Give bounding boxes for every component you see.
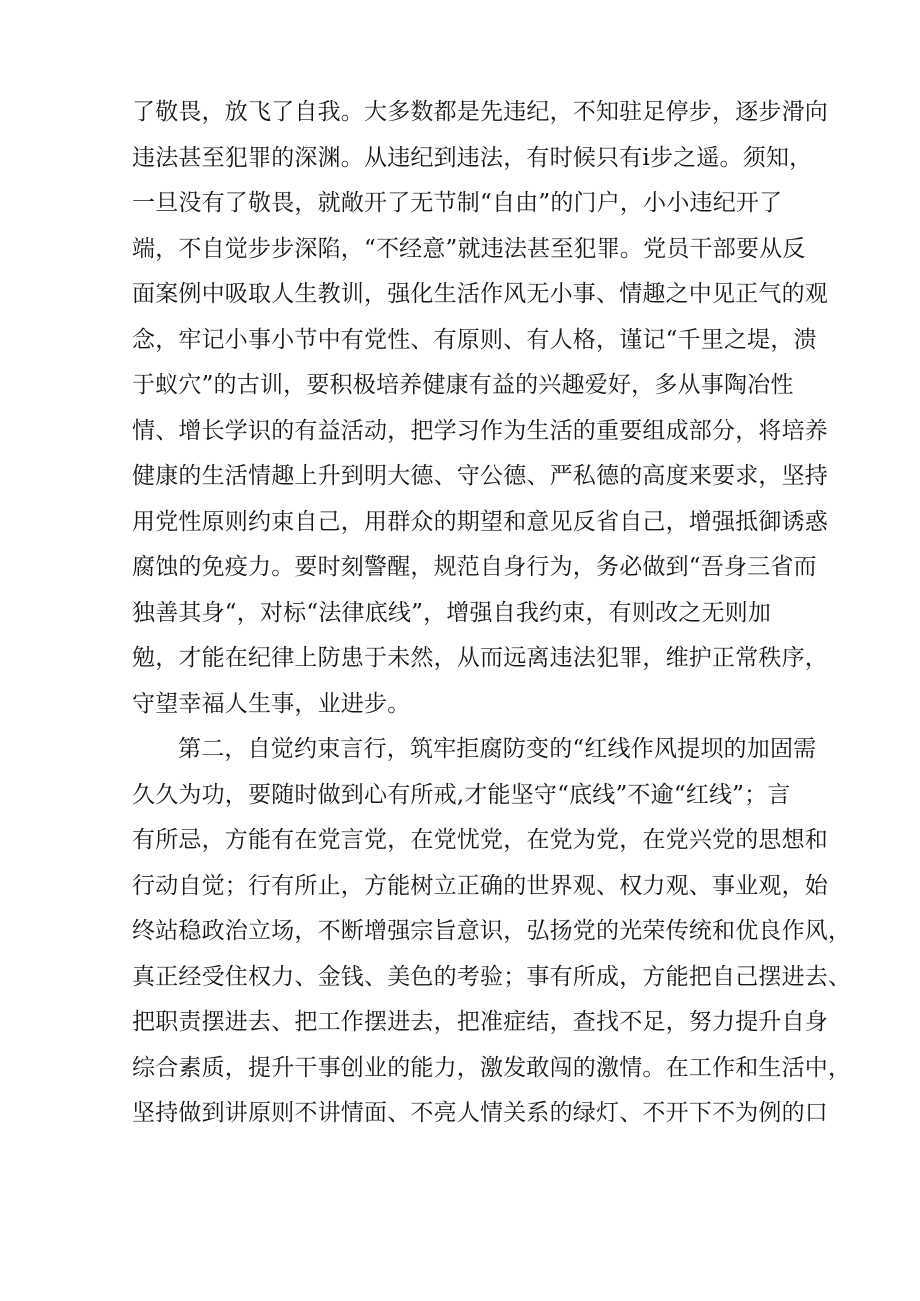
text-line: 于蚁穴”的古训，要积极培养健康有益的兴趣爱好，多从事陶冶性 — [132, 372, 794, 398]
text-line: 真正经受住权力、金钱、美色的考验；事有所成，方能把自己摆进去、 — [132, 963, 852, 990]
text-line: 端，不自觉步步深陷，“不经意”就违法甚至犯罪。党员干部要从反 — [132, 235, 806, 262]
text-line: 守望幸福人生事，业进步。 — [132, 690, 411, 717]
text-line: 综合素质，提升干事创业的能力，激发敢闯的激情。在工作和生活中， — [132, 1054, 852, 1081]
paragraph-start-line: 第二，自觉约束言行，筑牢拒腐防变的“红线作风提坝的加固需 — [178, 736, 817, 762]
text-line: 情、增长学识的有益活动，把学习作为生活的重要组成部分，将培养 — [132, 417, 828, 444]
body-text — [132, 90, 852, 1137]
text-line: 把职责摆进去、把工作摆进去，把准症结，查找不足，努力提升自身 — [132, 1009, 828, 1035]
text-line: 终站稳政治立场，不断增强宗旨意识，弘扬党的光荣传统和优良作风， — [132, 918, 852, 944]
text-line: 有所忌，方能有在党言党，在党忧党，在党为党，在党兴党的思想和 — [132, 827, 828, 853]
text-line: 违法甚至犯罪的深渊。从违纪到违法，有时候只有i步之遥。须知， — [132, 144, 813, 171]
text-line: 独善其身“，对标“法律底线”，增强自我约束，有则改之无则加 — [132, 599, 772, 626]
text-line: 久久为功，要随时做到心有所戒,才能坚守“底线”不逾“红线”；言 — [132, 781, 791, 808]
text-line: 健康的生活情趣上升到明大德、守公德、严私德的高度来要求，坚持 — [132, 463, 828, 489]
text-line: 勉，才能在纪律上防患于未然，从而远离违法犯罪，维护正常秩序， — [132, 645, 828, 671]
text-line: 腐蚀的免疫力。要时刻警醒，规范自身行为，务必做到“吾身三省而 — [132, 554, 817, 580]
text-line: 用党性原则约束自己，用群众的期望和意见反省自己，增强抵御诱惑 — [132, 508, 828, 535]
text-line: 一旦没有了敬畏，就敞开了无节制“自由”的门户，小小违纪开了 — [132, 190, 783, 216]
text-line: 了敬畏，放飞了自我。大多数都是先违纪，不知驻足停步，逐步滑向 — [132, 99, 828, 125]
text-line: 坚持做到讲原则不讲情面、不亮人情关系的绿灯、不开下不为例的口 — [132, 1100, 828, 1126]
text-line: 面案例中吸取人生教训，强化生活作风无小事、情趣之中见正气的观 — [132, 281, 828, 307]
text-line: 念，牢记小事小节中有党性、有原则、有人格，谨记“千里之堤，溃 — [132, 326, 817, 353]
text-line: 行动自觉；行有所止，方能树立正确的世界观、权力观、事业观，始 — [132, 872, 828, 899]
